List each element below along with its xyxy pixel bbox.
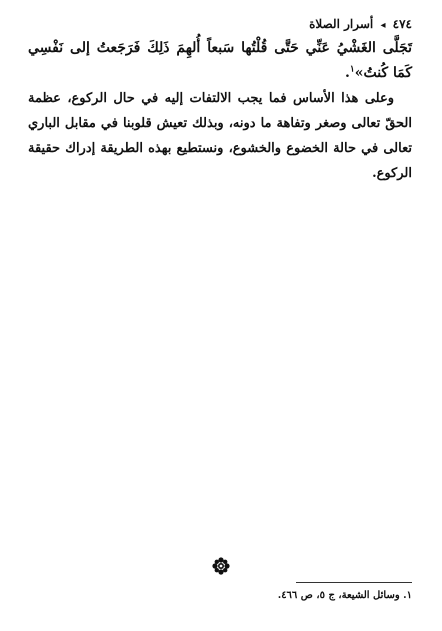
footnote: ١. وسائل الشيعة، ج ٥، ص ٤٦٦.	[277, 590, 412, 601]
hadith-quote: تَجَلَّى الغَشْيُ عَنِّي حَتَّى قُلْتُها سَبعاً أُلهِمَ ذَلِكَ فَرَجَعتُ إلى نَفْسِي كَمَا كُنتُ»	[28, 40, 412, 81]
chevron-left-icon: ◂	[380, 20, 386, 31]
footnote-divider	[296, 582, 412, 583]
quote-paragraph: تَجَلَّى الغَشْيُ عَنِّي حَتَّى قُلْتُها سَبعاً أُلهِمَ ذَلِكَ فَرَجَعتُ إلى نَفْسِي كَمَا كُنتُ»$^١$.	[28, 40, 412, 81]
main-paragraph: وعلى هذا الأساس فما يجب الالتفات إليه في حال الركوع، عظمة الحقّ تعالى وصغر وتفاهة ما دونه، وبذلك تعيش قلوبنا في مقابل الباري تعالى في حالة الخضوع والخشوع، ونستطيع بهذه الطريقة إدراك حقيقة الركوع.	[28, 91, 412, 181]
page-number: ٤٧٤	[392, 17, 412, 31]
body-text	[28, 36, 412, 186]
footnote-marker: ١	[349, 64, 355, 75]
running-head-title: أسرار الصلاة	[309, 17, 374, 31]
floral-ornament-icon	[211, 556, 231, 576]
running-head	[309, 17, 412, 31]
